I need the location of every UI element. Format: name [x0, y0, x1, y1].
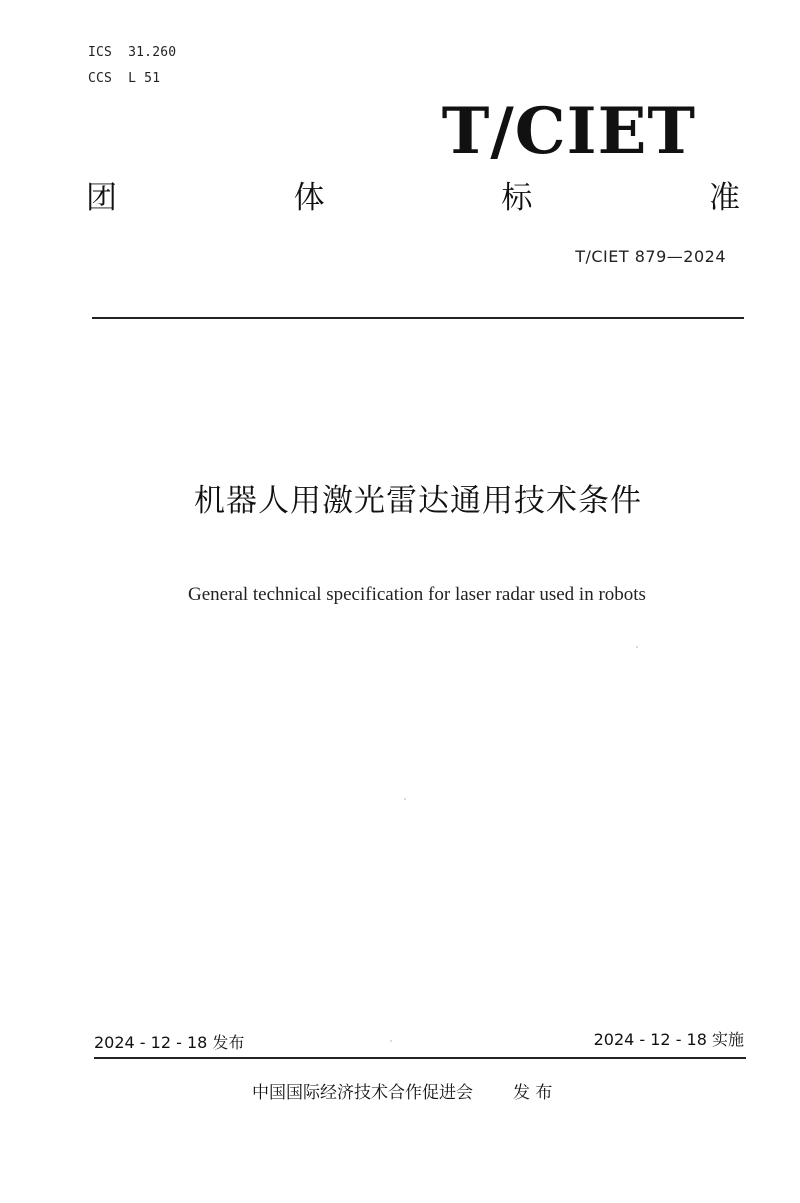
publication-date: 2024 - 12 - 18 发布	[94, 1033, 245, 1052]
title-english: General technical specification for laser radar used in robots	[188, 584, 646, 605]
standard-type-char: 体	[293, 180, 325, 216]
ccs-code: CCS L 51	[88, 71, 161, 86]
standard-type-char: 准	[708, 180, 740, 216]
implementation-date: 2024 - 12 - 18 实施	[593, 1030, 744, 1049]
standard-type-char: 标	[501, 180, 533, 216]
top-divider	[92, 317, 744, 319]
bottom-divider	[94, 1057, 746, 1059]
classification-codes	[88, 40, 176, 92]
brand-logo-text: T/CIET	[441, 94, 696, 169]
standard-type-char: 团	[86, 180, 117, 216]
scan-speck	[636, 646, 638, 648]
publisher-organization: 中国国际经济技术合作促进会	[252, 1083, 473, 1103]
standard-number: T/CIET 879—2024	[575, 247, 726, 266]
ics-code: ICS 31.260	[88, 45, 177, 60]
publisher-action: 发 布	[513, 1083, 553, 1103]
publisher-line	[252, 1079, 552, 1107]
title-chinese: 机器人用激光雷达通用技术条件	[194, 483, 642, 519]
scan-speck	[390, 1040, 392, 1042]
scan-speck	[404, 798, 406, 800]
standard-type-heading	[86, 176, 740, 220]
